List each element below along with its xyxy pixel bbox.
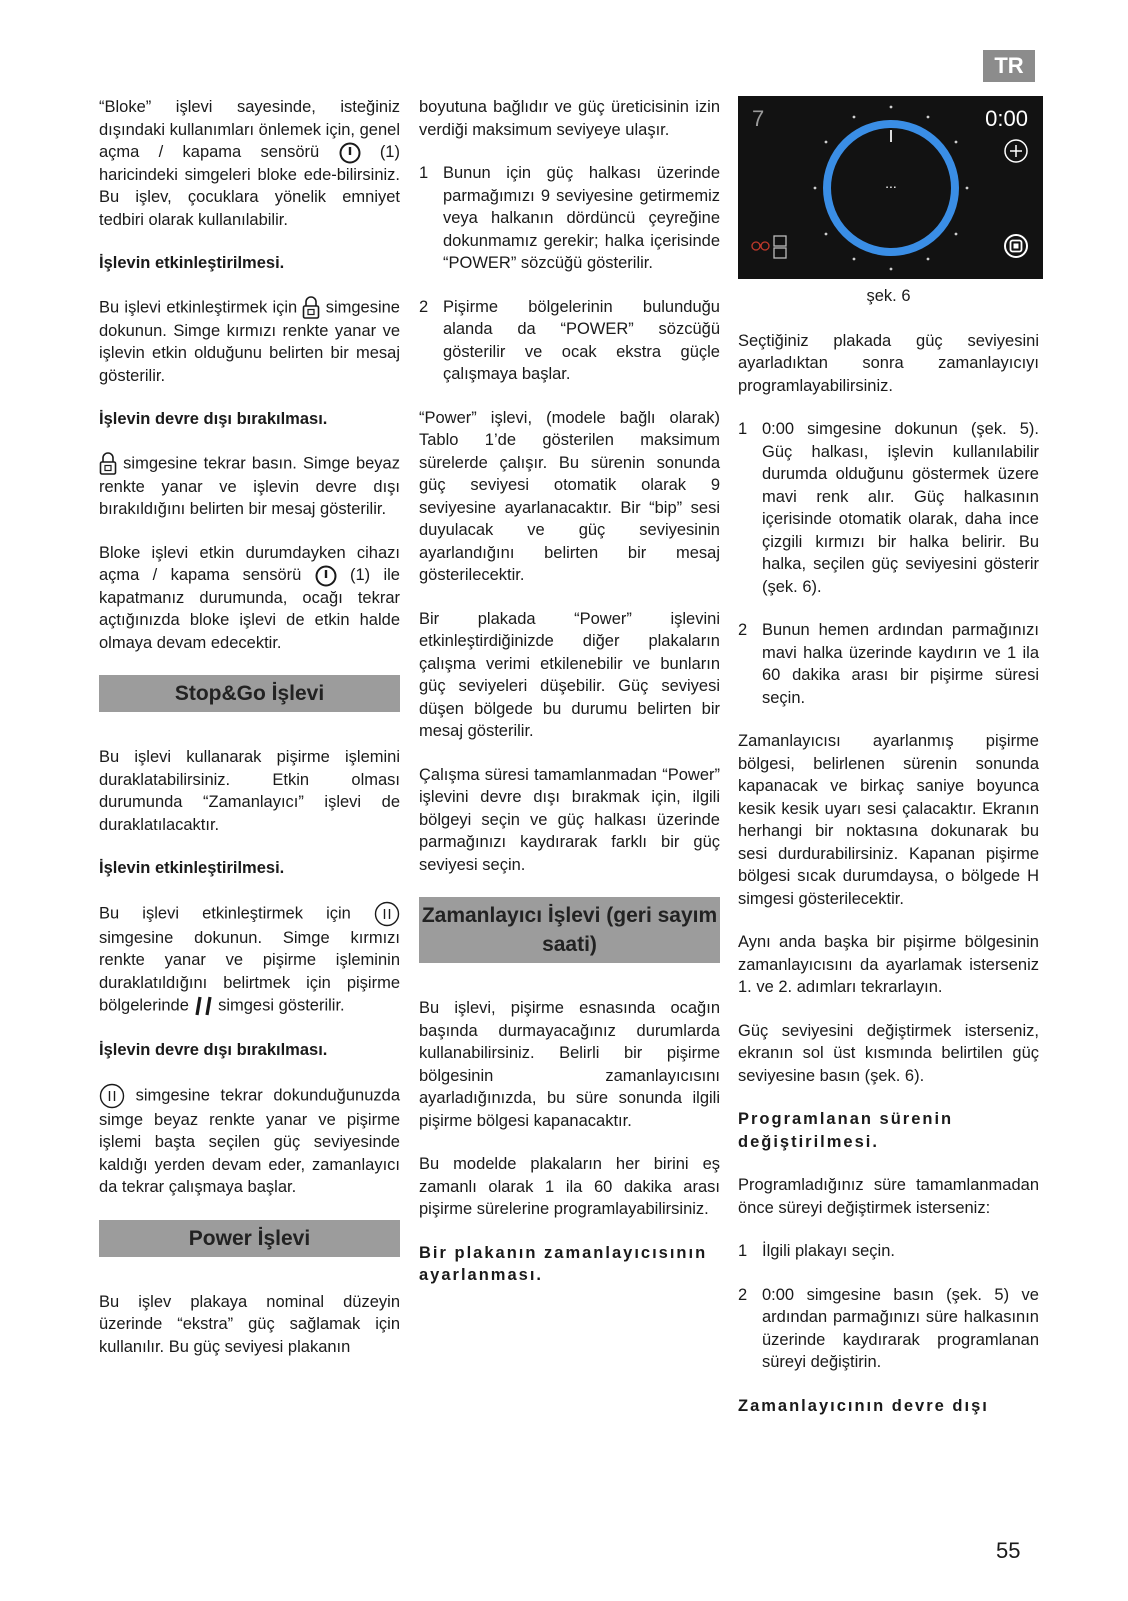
paragraph: Bu işlevi, pişirme esnasında ocağın başında durmayacağınız durumlarda kullanabilirsiniz. Belirli bir pişirme bölgesinin zamanlayıcısını ayarladığınızda, bu süre sonunda ilgili pişirme bölgesi kapanacaktır. — [419, 999, 720, 1130]
text: Bu işlevi etkinleştirmek için — [99, 904, 351, 923]
paragraph — [99, 901, 400, 1019]
list-text: Bunun için güç halkası üzerinde parmağımızı 9 seviyesine getirmemiz veya halkanın dördüncü çeyreğine dokunmamız gerekir; halka içerisinde “POWER” sözcüğü gösterilir. — [443, 164, 720, 272]
text: Bu işlevi etkinleştirmek için — [99, 298, 298, 316]
section-header-timer: Zamanlayıcı İşlevi (geri sayım saati) — [419, 897, 720, 963]
paragraph: Programladığınız süre tamamlanmadan önce süreyi değiştirmek isterseniz: — [738, 1176, 1039, 1217]
list-item — [738, 1284, 1039, 1374]
list-number: 1 — [738, 420, 748, 438]
list-item — [419, 296, 720, 386]
pause-icon — [99, 1083, 125, 1109]
heading-deactivate: İşlevin devre dışı bırakılması. — [99, 410, 328, 429]
column-3 — [738, 96, 1039, 1438]
heading-change-timer: Programlanan sürenin değiştirilmesi. — [738, 1110, 954, 1151]
display-figure — [738, 96, 1043, 279]
display-illustration — [738, 96, 1043, 279]
text: (1) ile kapatmanız durumunda, ocağı tekrar açtığınızda bloke işlevi de etkin halde olmaya devam edecektir. — [99, 566, 400, 652]
list-item — [738, 619, 1039, 709]
paragraph — [99, 96, 400, 231]
paragraph: Aynı anda başka bir pişirme bölgesinin zamanlayıcısını da ayarlamak isterseniz 1. ve 2. adımları tekrarlayın. — [738, 933, 1039, 996]
list-item — [419, 162, 720, 275]
paragraph: Güç seviyesini değiştirmek isterseniz, ekranın sol üst kısmında belirtilen güç seviyesine basın (şek. 6). — [738, 1021, 1039, 1085]
text: simgesi gösterilir. — [218, 996, 345, 1015]
list-number: 2 — [738, 621, 748, 639]
list-text: 0:00 simgesine basın (şek. 5) ve ardından parmağınızı süre halkasının üzerinde kaydırarak programlanan süreyi değiştirin. — [762, 1285, 1039, 1371]
paragraph: Bu modelde plakaların her birini eş zamanlı olarak 1 ila 60 dakika arası pişirme sürelerine programlayabilirsiniz. — [419, 1155, 720, 1218]
section-header-stopgo: Stop&Go İşlevi — [99, 675, 400, 712]
paragraph — [99, 1083, 400, 1199]
paragraph: Seçtiğiniz plakada güç seviyesini ayarladıktan sonra zamanlayıcıyı programlayabilirsiniz. — [738, 331, 1039, 395]
paragraph: boyutuna bağlıdır ve güç üreticisinin izin verdiği maksimum seviyeye ulaşır. — [419, 98, 720, 139]
text: simgesine tekrar dokunduğunuzda simge beyaz renkte yanar ve pişirme işlemi başta seçilen güç seviyesinde kaldığı yerden devam eder, zamanlayıcı da tekrar çalışmaya başlar. — [99, 1086, 400, 1197]
list-number: 2 — [738, 1285, 748, 1304]
level-readout: 7 — [752, 106, 765, 131]
text: Bloke işlevi etkin durumdayken cihazı açma / kapama sensörü — [99, 543, 400, 585]
paragraph — [99, 296, 400, 388]
text: (1) haricindeki simgeleri bloke ede-bilirsiniz. Bu işlev, çocuklara yönelik emniyet tedbiri olarak kullanılabilir. — [99, 143, 400, 229]
list-text: 0:00 simgesine dokunun (şek. 5). Güç halkası, işlevin kullanılabilir durumda olduğunu göstermek üzere mavi renk alır. Güç halkasının içerisinde otomatik olarak, daha ince çizgili kırmızı bir halka belirir. Bu halka, seçilen güç seviyesini gösterir (şek. 6). — [762, 420, 1039, 596]
pause-marks-icon — [194, 994, 214, 1018]
paragraph: Zamanlayıcısı ayarlanmış pişirme bölgesi, belirlenen sürenin sonunda kapanacak ve birkaç saniye boyunca kesik kesik uyarı sesi çalacaktır. Ekranın herhangi bir noktasına dokunarak bu sesi durdurabilirsiniz. Kapanan pişirme bölgesi sıcak durumdaysa, o bölgede H simgesi gösterilecektir. — [738, 732, 1039, 908]
list-text: Bunun hemen ardından parmağınızı mavi halka üzerinde kaydırın ve 1 ila 60 dakika arası bir pişirme süresi seçin. — [762, 621, 1039, 707]
paragraph: Bu işlev plakaya nominal düzeyin üzerinde “ekstra” güç sağlamak için kullanılır. Bu güç seviyesi plakanın — [99, 1292, 400, 1356]
text: simgesine dokunun. Simge kırmızı renkte yanar ve işlevin etkin olduğunu belirten bir mesaj gösterilir. — [99, 298, 400, 385]
timer-readout: 0:00 — [985, 106, 1028, 131]
lock-icon — [302, 296, 320, 320]
pause-icon — [374, 901, 400, 927]
section-header-power: Power İşlevi — [99, 1220, 400, 1257]
text: simgesine tekrar basın. Simge beyaz renkte yanar ve işlevin devre dışı bırakıldığını belirten bir mesaj gösterilir. — [99, 454, 400, 519]
column-2 — [419, 96, 720, 1308]
list-text: Pişirme bölgelerinin bulunduğu alanda da “POWER” sözcüğü gösterilir ve ocak ekstra güçle çalışmaya başlar. — [443, 297, 720, 383]
text: “Bloke” işlevi sayesinde, isteğiniz dışındaki kullanımları önlemek için, genel açma / kapama sensörü — [99, 98, 400, 161]
lock-icon — [99, 452, 117, 476]
list-text: İlgili plakayı seçin. — [762, 1242, 895, 1260]
column-1 — [99, 96, 400, 1379]
heading-set-timer: Bir plakanın zamanlayıcısının ayarlanması. — [419, 1243, 708, 1284]
list-number: 2 — [419, 297, 429, 316]
list-item — [738, 418, 1039, 598]
heading-disable-timer: Zamanlayıcının devre dışı — [738, 1396, 989, 1415]
paragraph: Bir plakada “Power” işlevini etkinleştirdiğinizde diğer plakaların çalışma verimi etkilenebilir ve bunların güç seviyeleri düşebilir. Güç seviyesi düşen bölgede bu durumu belirten bir mesaj gösterilir. — [419, 609, 720, 740]
heading-deactivate: İşlevin devre dışı bırakılması. — [99, 1041, 328, 1060]
center-dots: ... — [885, 175, 897, 191]
page-number: 55 — [996, 1538, 1021, 1563]
power-icon — [339, 142, 361, 164]
paragraph: Bu işlevi kullanarak pişirme işlemini duraklatabilirsiniz. Etkin olması durumunda “Zamanlayıcı” işlevi de duraklatılacaktır. — [99, 748, 400, 834]
paragraph — [99, 452, 400, 521]
list-item — [738, 1240, 1039, 1263]
list-number: 1 — [738, 1242, 748, 1260]
language-badge: TR — [983, 50, 1035, 82]
paragraph — [99, 542, 400, 655]
heading-activate: İşlevin etkinleştirilmesi. — [99, 859, 285, 878]
list-number: 1 — [419, 164, 429, 182]
text: simgesine dokunun. Simge kırmızı renkte yanar ve pişirme işleminin duraklatıldığını belirtmek için pişirme bölgelerinde — [99, 928, 400, 1015]
paragraph: Çalışma süresi tamamlanmadan “Power” işlevini devre dışı bırakmak için, ilgili bölgeyi seçin ve güç halkası üzerinde parmağınızı kaydırarak farklı bir güç seviyesi seçin. — [419, 765, 720, 874]
power-icon — [315, 565, 337, 587]
figure-caption: şek. 6 — [866, 287, 911, 305]
heading-activate: İşlevin etkinleştirilmesi. — [99, 254, 285, 273]
paragraph: “Power” işlevi, (modele bağlı olarak) Tablo 1’de gösterilen maksimum sürelerde çalışır. Bu sürenin sonunda güç seviyesi otomatik olarak 9 seviyesine ayarlanacaktır. Bir “bip” sesi duyulacak ve güç seviyesinin ayarlandığını belirten bir mesaj gösterilecektir. — [419, 408, 720, 584]
